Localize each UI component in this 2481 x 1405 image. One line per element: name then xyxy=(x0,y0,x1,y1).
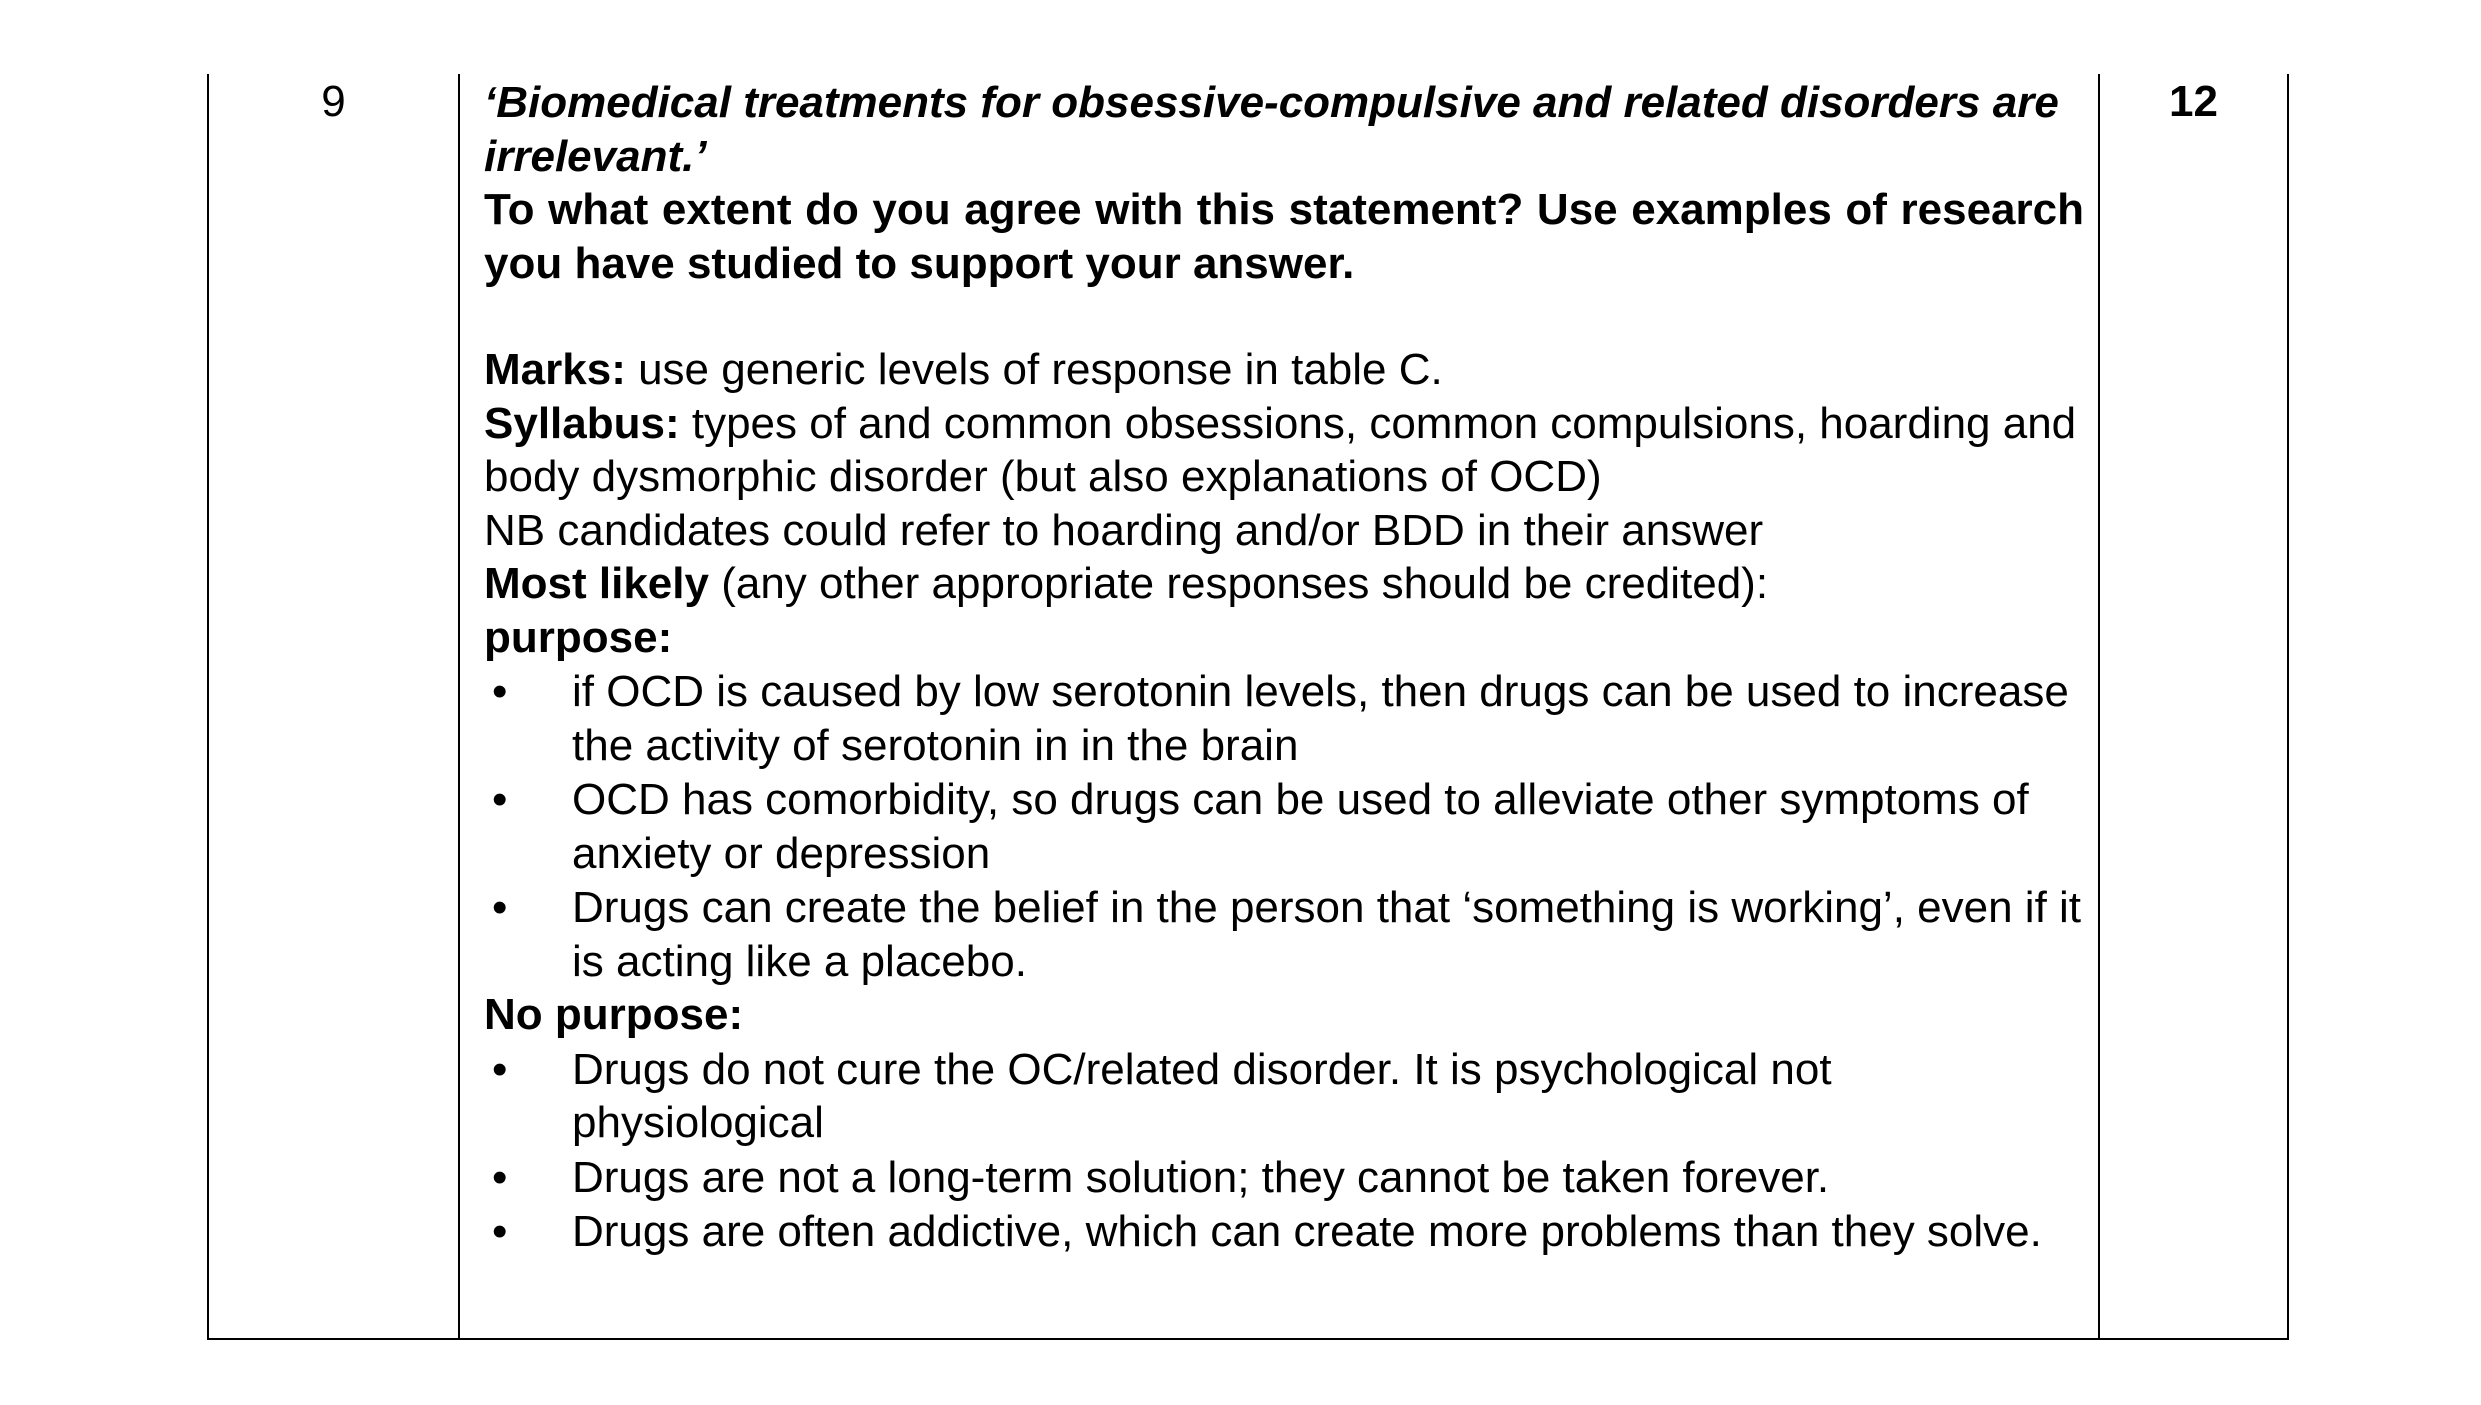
most-likely-line xyxy=(484,557,2084,611)
marks-text: use generic levels of response in table C. xyxy=(625,345,1443,394)
bullet-icon: • xyxy=(492,667,508,716)
bullet-icon: • xyxy=(492,883,508,932)
paragraph-spacer xyxy=(484,290,2084,343)
most-likely-label: Most likely xyxy=(484,559,709,608)
purpose-heading: purpose: xyxy=(484,612,673,662)
no-purpose-list xyxy=(484,1043,2084,1259)
list-item-text: Drugs are not a long-term solution; they cannot be taken forever. xyxy=(572,1152,1830,1202)
bullet-icon: • xyxy=(492,1207,508,1256)
list-item xyxy=(484,1151,2084,1205)
list-item-text: Drugs are often addictive, which can create more problems than they solve. xyxy=(572,1207,2042,1256)
no-purpose-heading: No purpose: xyxy=(484,990,744,1039)
syllabus-label: Syllabus: xyxy=(484,398,680,448)
column-divider xyxy=(458,74,460,1338)
list-item xyxy=(484,1043,2084,1150)
most-likely-text: (any other appropriate responses should be credited): xyxy=(708,559,1769,608)
list-item-text: OCD has comorbidity, so drugs can be used to alleviate other symptoms of anxiety or depression xyxy=(572,775,2029,878)
marks-line xyxy=(484,343,2084,397)
bullet-icon: • xyxy=(492,775,508,824)
list-item-text: if OCD is caused by low serotonin levels, then drugs can be used to increase the activity of serotonin in in the brain xyxy=(572,667,2069,770)
purpose-list xyxy=(484,665,2084,988)
question-instruction: To what extent do you agree with this statement? Use examples of research you have studied to support your answer. xyxy=(484,185,2084,288)
answer-cell xyxy=(484,76,2084,1259)
list-item xyxy=(484,665,2084,772)
list-item xyxy=(484,773,2084,880)
list-item xyxy=(484,881,2084,988)
list-item-text: Drugs can create the belief in the person that ‘something is working’, even if it is acting like a placebo. xyxy=(572,883,2082,986)
bullet-icon: • xyxy=(492,1044,508,1094)
list-item xyxy=(484,1205,2084,1259)
question-quote: ‘Biomedical treatments for obsessive-compulsive and related disorders are irrelevant.’ xyxy=(484,78,2059,181)
syllabus-text: types of and common obsessions, common compulsions, hoarding and body dysmorphic disorder (but also explanations of OCD) xyxy=(484,398,2077,501)
list-item-text: Drugs do not cure the OC/related disorder. It is psychological not physiological xyxy=(572,1044,1832,1147)
question-number: 9 xyxy=(321,77,346,126)
nb-note: NB candidates could refer to hoarding and/or BDD in their answer xyxy=(484,505,1764,555)
total-marks: 12 xyxy=(2169,77,2218,126)
mark-scheme-table xyxy=(207,74,2289,1340)
column-divider xyxy=(2098,74,2100,1338)
marks-label: Marks: xyxy=(484,345,626,394)
bullet-icon: • xyxy=(492,1152,508,1202)
syllabus-line xyxy=(484,397,2084,504)
